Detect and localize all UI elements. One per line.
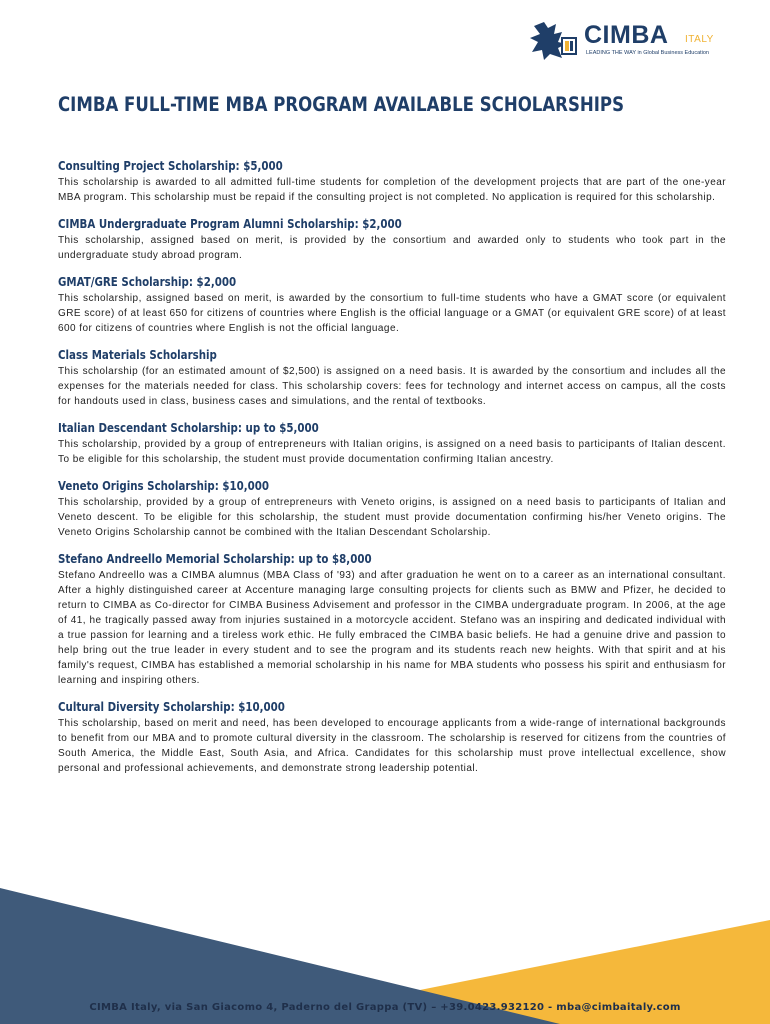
scholarship-section	[58, 346, 726, 409]
scholarship-heading: Stefano Andreello Memorial Scholarship: up to $8,000	[58, 551, 372, 566]
footer-contact: CIMBA Italy, via San Giacomo 4, Paderno del Grappa (TV) – +39.0423.932120 - mba@cimbaitaly.com	[89, 1002, 681, 1013]
logo-sub: ITALY	[685, 34, 714, 45]
scholarship-heading: CIMBA Undergraduate Program Alumni Scholarship: $2,000	[58, 216, 402, 231]
scholarship-body: This scholarship, provided by a group of entrepreneurs with Veneto origins, is assigned on a need basis to participants of Italian and Veneto descent. To be eligible for this scholarship, the student must provide documentation confirming his/her Veneto origins. The Veneto Origins Scholarship cannot be combined with the Italian Descendant Scholarship.	[58, 497, 726, 538]
cimba-logo	[528, 18, 728, 62]
scholarship-section	[58, 273, 726, 336]
logo-wordmark: CIMBA	[584, 21, 669, 49]
scholarship-body: This scholarship is awarded to all admitted full-time students for completion of the development projects that are part of the one-year MBA program. This scholarship must be repaid if the consulting project is not completed. No application is required for this scholarship.	[58, 177, 726, 203]
scholarship-heading: Veneto Origins Scholarship: $10,000	[58, 478, 270, 493]
scholarship-section	[58, 477, 726, 540]
scholarship-body: This scholarship, provided by a group of entrepreneurs with Italian origins, is assigned on a need basis to participants of Italian descent. To be eligible for this scholarship, the student must provide documentation confirming Italian ancestry.	[58, 439, 726, 465]
scholarship-body: This scholarship, based on merit and need, has been developed to encourage applicants from a wide-range of international backgrounds to benefit from our MBA and to promote cultural diversity in the classroom. The scholarship is reserved for citizens from the countries of South America, the Middle East, South Asia, and Africa. Candidates for this scholarship must prove intellectual excellence, show personal and professional achievements, and demonstrate strong leadership potential.	[58, 718, 726, 774]
scholarship-section	[58, 698, 726, 776]
scholarship-body: Stefano Andreello was a CIMBA alumnus (MBA Class of '93) and after graduation he went on to a career as an international consultant. After a highly distinguished career at Accenture managing large consulting projects for clients such as BMW and Pfizer, he decided to return to CIMBA as Co-director for CIMBA Business Advisement and professor in the CIMBA undergraduate program. In 2006, at the age of 41, he tragically passed away from injuries sustained in a motorcycle accident. Stefano was an inspiring and dedicated individual with a true passion for learning and a tireless work ethic. He fully embraced the CIMBA basic beliefs. He had a genuine drive and passion to help bring out the true leader in every student and to see the program and its students reach new heights. With that spirit and at his family's request, CIMBA has established a memorial scholarship in his name for MBA students who possess his spirit and enthusiasm for learning and inspiring others.	[58, 570, 726, 686]
scholarship-heading: Class Materials Scholarship	[58, 347, 217, 362]
scholarship-heading: Consulting Project Scholarship: $5,000	[58, 158, 283, 173]
scholarship-body: This scholarship, assigned based on merit, is provided by the consortium and awarded only to students who took part in the undergraduate study abroad program.	[58, 235, 726, 261]
footer-decoration	[0, 860, 770, 1024]
scholarship-body: This scholarship (for an estimated amount of $2,500) is assigned on a need basis. It is awarded by the consortium and includes all the expenses for the materials needed for class. This scholarship covers: fees for technology and internet access on campus, all the costs for handouts used in class, business cases and simulations, and the rental of textbooks.	[58, 366, 726, 407]
logo-tagline: LEADING THE WAY in Global Business Education	[586, 50, 709, 56]
scholarship-section	[58, 215, 726, 263]
scholarship-heading: Italian Descendant Scholarship: up to $5,000	[58, 420, 319, 435]
scholarship-heading: Cultural Diversity Scholarship: $10,000	[58, 699, 285, 714]
scholarship-section	[58, 550, 726, 688]
lion-crest-icon	[528, 18, 584, 62]
scholarship-list	[58, 157, 726, 776]
scholarship-section	[58, 157, 726, 205]
page-title: CIMBA FULL-TIME MBA PROGRAM AVAILABLE SCHOLARSHIPS	[58, 93, 625, 116]
scholarship-section	[58, 419, 726, 467]
scholarship-heading: GMAT/GRE Scholarship: $2,000	[58, 274, 237, 289]
scholarship-body: This scholarship, assigned based on merit, is awarded by the consortium to full-time students who have a GMAT score (or equivalent GRE score) of at least 650 for citizens of countries where English is the official language or a GMAT (or equivalent GRE score) of at least 600 for citizens of countries where English is not the official language.	[58, 293, 726, 334]
